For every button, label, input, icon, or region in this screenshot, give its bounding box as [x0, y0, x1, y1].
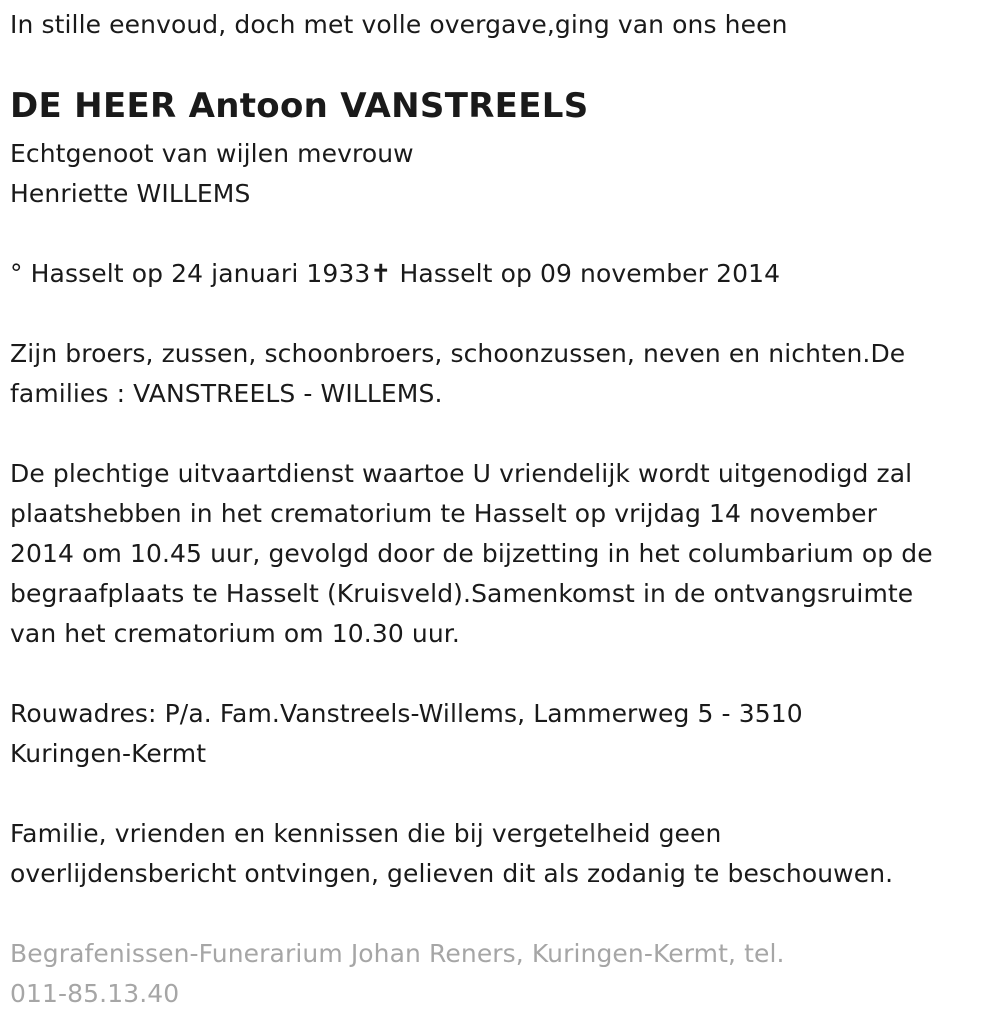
address-line-1: Rouwadres: P/a. Fam.Vanstreels-Willems, Lammerweg 5 - 3510 — [10, 699, 803, 728]
spouse-line-2: Henriette WILLEMS — [10, 179, 251, 208]
notice-line-2: overlijdensbericht ontvingen, gelieven dit als zodanig te beschouwen. — [10, 859, 894, 888]
birth-death-dates: ° Hasselt op 24 januari 1933✝ Hasselt op 09 november 2014 — [10, 259, 781, 288]
notice-line-1: Familie, vrienden en kennissen die bij vergetelheid geen — [10, 819, 722, 848]
service-line-1: De plechtige uitvaartdienst waartoe U vriendelijk wordt uitgenodigd zal — [10, 459, 913, 488]
service-line-5: van het crematorium om 10.30 uur. — [10, 619, 460, 648]
funeral-home-line-1: Begrafenissen-Funerarium Johan Reners, Kuringen-Kermt, tel. — [10, 939, 785, 968]
address-line-2: Kuringen-Kermt — [10, 739, 207, 768]
service-line-3: 2014 om 10.45 uur, gevolgd door de bijzetting in het columbarium op de — [10, 539, 933, 568]
family-line-1: Zijn broers, zussen, schoonbroers, schoonzussen, neven en nichten.De — [10, 339, 906, 368]
funeral-home-phone: 011-85.13.40 — [10, 979, 180, 1008]
family-line-2: families : VANSTREELS - WILLEMS. — [10, 379, 443, 408]
service-line-2: plaatshebben in het crematorium te Hasselt op vrijdag 14 november — [10, 499, 878, 528]
intro-text: In stille eenvoud, doch met volle overgave,ging van ons heen — [10, 10, 788, 39]
service-line-4: begraafplaats te Hasselt (Kruisveld).Samenkomst in de ontvangsruimte — [10, 579, 914, 608]
deceased-name: DE HEER Antoon VANSTREELS — [10, 86, 589, 126]
spouse-line-1: Echtgenoot van wijlen mevrouw — [10, 139, 414, 168]
